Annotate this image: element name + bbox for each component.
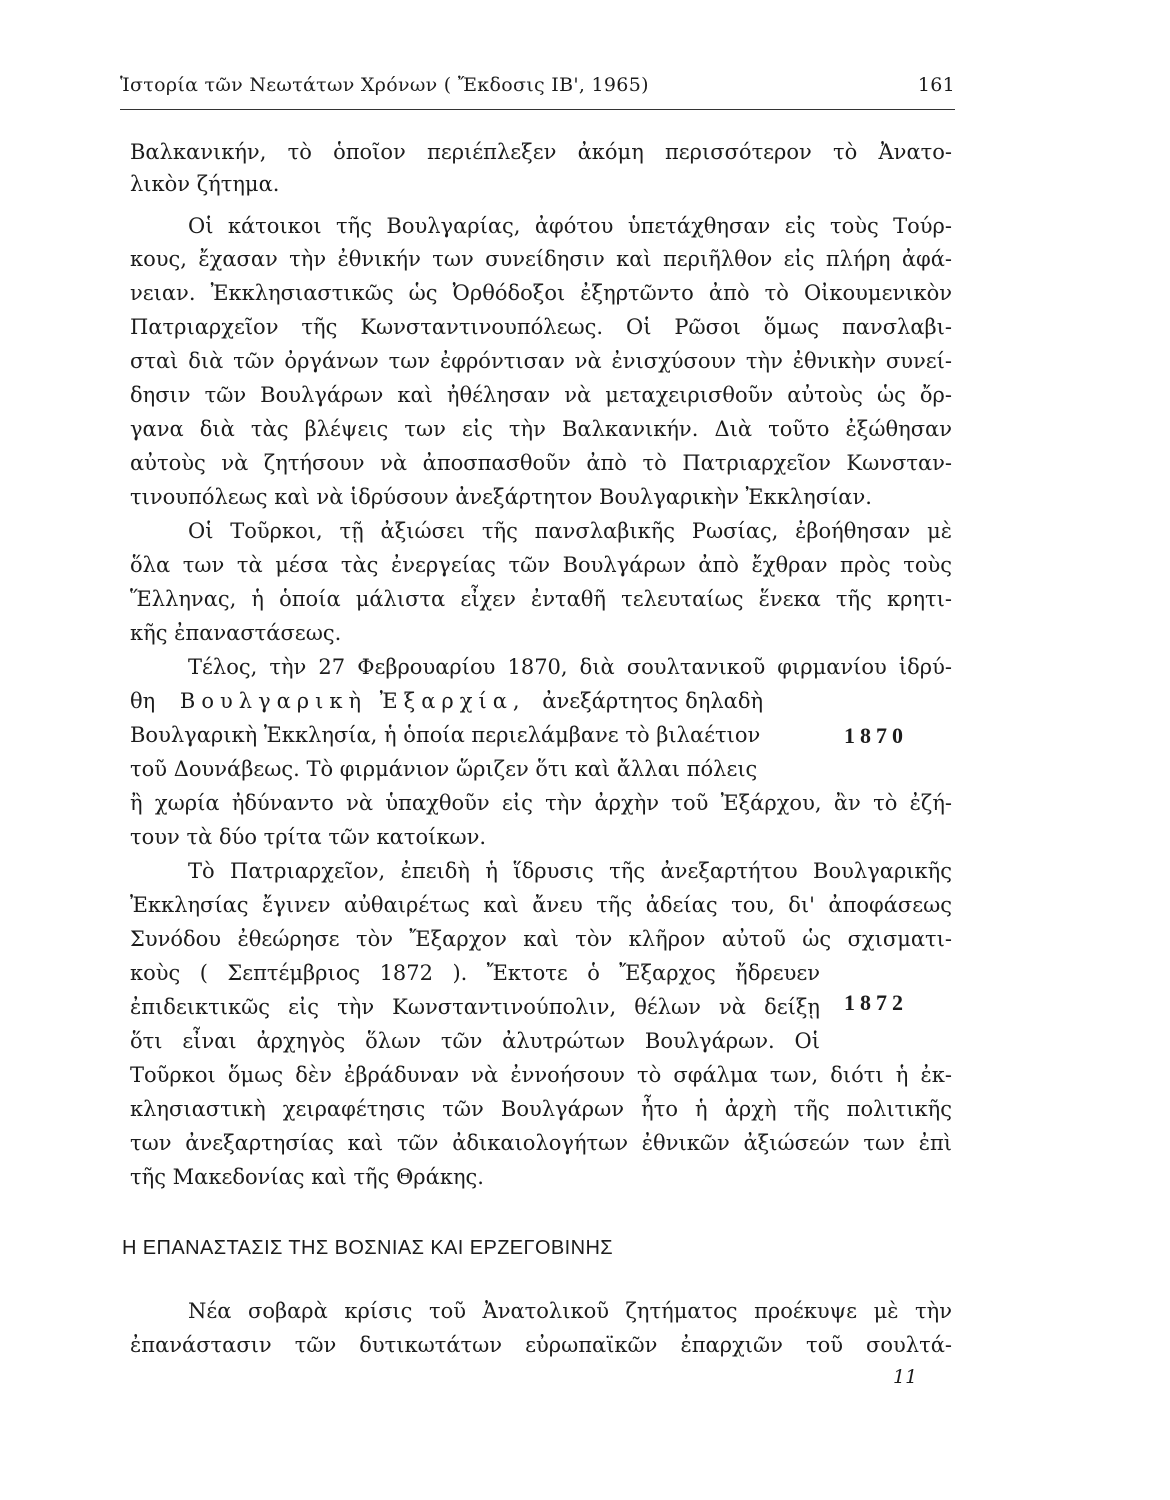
text-line: ὅλα των τὰ μέσα τὰς ἐνεργείας τῶν Βουλγάρων ἀπὸ ἔχθραν πρὸς τοὺς — [130, 553, 952, 577]
text-line: Τέλος, τὴν 27 Φεβρουαρίου 1870, διὰ σουλτανικοῦ φιρμανίου ἱδρύ- — [188, 655, 952, 679]
text-line: Βαλκανικήν, τὸ ὁποῖον περιέπλεξεν ἀκόμη περισσότερον τὸ Ἀνατο- — [130, 140, 952, 164]
text-line — [130, 685, 952, 717]
book-title: Ἱστορία τῶν Νεωτάτων Χρόνων ( Ἔκδοσις ΙΒ', 1965) — [120, 74, 649, 96]
text-line: Οἱ κάτοικοι τῆς Βουλγαρίας, ἀφότου ὑπετάχθησαν εἰς τοὺς Τούρ- — [188, 214, 952, 238]
text-line: κους, ἔχασαν τὴν ἐθνικήν των συνείδησιν καὶ περιῆλθον εἰς πλήρη ἀφά- — [130, 247, 952, 271]
margin-year-1870: 1870 — [844, 723, 908, 748]
text-line: τουν τὰ δύο τρίτα τῶν κατοίκων. — [130, 825, 487, 849]
text-line: σταὶ διὰ τῶν ὀργάνων των ἐφρόντισαν νὰ ἐνισχύσουν τὴν ἐθνικὴν συνεί- — [130, 349, 952, 373]
margin-year-1872: 1872 — [844, 990, 908, 1015]
page-number: 161 — [917, 74, 955, 96]
text-line: κλησιαστικὴ χειραφέτησις τῶν Βουλγάρων ἦτο ἡ ἀρχὴ τῆς πολιτικῆς — [130, 1097, 952, 1121]
running-header — [120, 74, 955, 104]
text-line: γανα διὰ τὰς βλέψεις των εἰς τὴν Βαλκανικήν. Διὰ τοῦτο ἐξώθησαν — [130, 417, 952, 441]
text-line: Συνόδου ἐθεώρησε τὸν Ἔξαρχον καὶ τὸν κλῆρον αὐτοῦ ὡς σχισματι- — [130, 927, 952, 951]
signature-mark: 11 — [893, 1366, 918, 1388]
text-line: ὅτι εἶναι ἀρχηγὸς ὅλων τῶν ἀλυτρώτων Βουλγάρων. Οἱ — [130, 1029, 820, 1053]
text-fragment: ἀνεξάρτητος δηλαδὴ — [542, 689, 764, 713]
text-line: τῆς Μακεδονίας καὶ τῆς Θράκης. — [130, 1165, 484, 1189]
text-line: ἢ χωρία ἠδύναντο νὰ ὑπαχθοῦν εἰς τὴν ἀρχὴν τοῦ Ἐξάρχου, ἂν τὸ ἐζή- — [130, 791, 952, 815]
text-fragment: θη — [130, 689, 156, 713]
text-line: Οἱ Τοῦρκοι, τῇ ἀξιώσει τῆς πανσλαβικῆς Ρωσίας, ἐβοήθησαν μὲ — [188, 519, 952, 543]
section-heading: Η ΕΠΑΝΑΣΤΑΣΙΣ ΤΗΣ ΒΟΣΝΙΑΣ ΚΑΙ ΕΡΖΕΓΟΒΙΝΗΣ — [122, 1237, 614, 1259]
text-line: δησιν τῶν Βουλγάρων καὶ ἠθέλησαν νὰ μεταχειρισθοῦν αὐτοὺς ὡς ὄρ- — [130, 383, 952, 407]
text-line: κῆς ἐπαναστάσεως. — [130, 621, 342, 645]
text-line: νειαν. Ἐκκλησιαστικῶς ὡς Ὀρθόδοξοι ἐξηρτῶντο ἀπὸ τὸ Οἰκουμενικὸν — [130, 281, 952, 305]
text-line: των ἀνεξαρτησίας καὶ τῶν ἀδικαιολογήτων ἐθνικῶν ἀξιώσεών των ἐπὶ — [130, 1131, 952, 1155]
text-line: λικὸν ζήτημα. — [130, 172, 280, 196]
spaced-term: Βουλγαρικὴ Ἐξαρχία, — [179, 689, 526, 713]
text-line: τινουπόλεως καὶ νὰ ἱδρύσουν ἀνεξάρτητον Βουλγαρικὴν Ἐκκλησίαν. — [130, 485, 872, 509]
text-line: Ἐκκλησίας ἔγινεν αὐθαιρέτως καὶ ἄνευ τῆς ἀδείας του, δι' ἀποφάσεως — [130, 893, 952, 917]
text-line: Τὸ Πατριαρχεῖον, ἐπειδὴ ἡ ἵδρυσις τῆς ἀνεξαρτήτου Βουλγαρικῆς — [188, 859, 952, 883]
text-line: κοὺς ( Σεπτέμβριος 1872 ). Ἔκτοτε ὁ Ἔξαρχος ἤδρευεν — [130, 961, 820, 985]
text-line: Νέα σοβαρὰ κρίσις τοῦ Ἀνατολικοῦ ζητήματος προέκυψε μὲ τὴν — [188, 1299, 952, 1323]
text-line: Τοῦρκοι ὅμως δὲν ἐβράδυναν νὰ ἐννοήσουν τὸ σφάλμα των, διότι ἡ ἐκ- — [130, 1063, 952, 1087]
text-line: ἐπανάστασιν τῶν δυτικωτάτων εὐρωπαϊκῶν ἐπαρχιῶν τοῦ σουλτά- — [130, 1333, 952, 1357]
text-line: ἐπιδεικτικῶς εἰς τὴν Κωνσταντινούπολιν, θέλων νὰ δείξῃ — [130, 995, 820, 1019]
text-line: Πατριαρχεῖον τῆς Κωνσταντινουπόλεως. Οἱ Ρῶσοι ὅμως πανσλαβι- — [130, 315, 952, 339]
header-rule — [120, 109, 955, 110]
text-line: Ἕλληνας, ἡ ὁποία μάλιστα εἶχεν ἐνταθῆ τελευταίως ἕνεκα τῆς κρητι- — [130, 587, 952, 611]
text-line: Βουλγαρικὴ Ἐκκλησία, ἡ ὁποία περιελάμβανε τὸ βιλαέτιον — [130, 723, 761, 747]
text-line: τοῦ Δουνάβεως. Τὸ φιρμάνιον ὥριζεν ὅτι καὶ ἄλλαι πόλεις — [130, 757, 758, 781]
text-line: αὐτοὺς νὰ ζητήσουν νὰ ἀποσπασθοῦν ἀπὸ τὸ Πατριαρχεῖον Κωνσταν- — [130, 451, 952, 475]
